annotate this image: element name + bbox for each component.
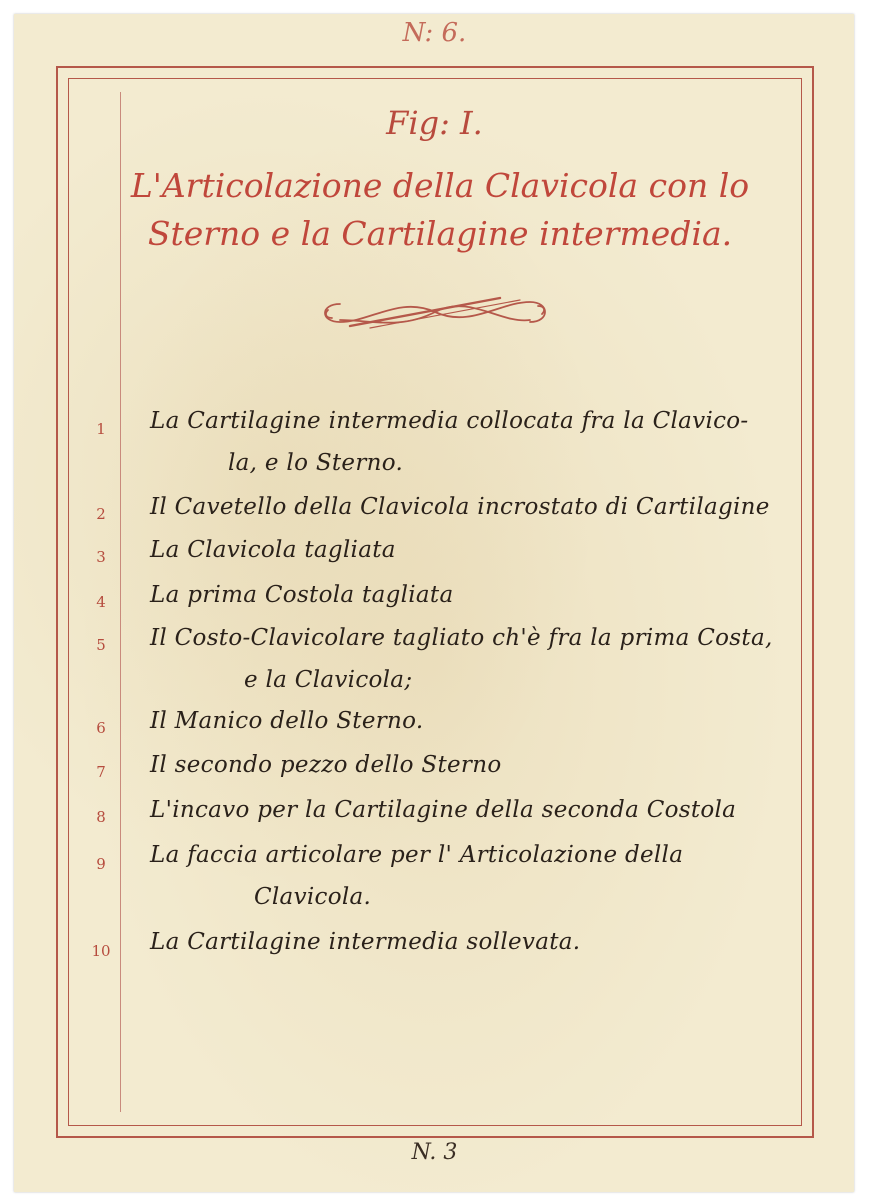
item-number: 7 [96, 763, 106, 781]
item-continuation: la, e lo Sterno. [228, 450, 404, 476]
item-number: 2 [96, 505, 106, 523]
item-number: 4 [96, 593, 106, 611]
item-continuation: Clavicola. [254, 884, 372, 910]
item-number: 5 [96, 636, 106, 654]
item-continuation: e la Clavicola; [244, 667, 413, 693]
item-number: 1 [96, 420, 106, 438]
item-number: 9 [96, 855, 106, 873]
page-number-bottom: N. 3 [411, 1140, 458, 1165]
item-text: Il secondo pezzo dello Sterno [150, 752, 502, 778]
item-text: La Clavicola tagliata [150, 537, 396, 563]
item-text: La Cartilagine intermedia collocata fra la Clavico- [150, 408, 749, 434]
item-number: 8 [96, 808, 106, 826]
page-number-top: N: 6. [402, 18, 467, 48]
item-text: Il Cavetello della Clavicola incrostato di Cartilagine [150, 494, 770, 520]
item-number: 10 [91, 942, 111, 960]
item-number: 3 [96, 548, 106, 566]
subtitle-line-2: Sterno e la Cartilagine intermedia. [147, 214, 733, 253]
item-number: 6 [96, 719, 106, 737]
item-text: L'incavo per la Cartilagine della seconda Costola [150, 797, 737, 823]
item-text: Il Costo-Clavicolare tagliato ch'è fra la prima Costa, [150, 625, 773, 651]
item-text: Il Manico dello Sterno. [150, 708, 424, 734]
subtitle-line-1: L'Articolazione della Clavicola con lo [130, 166, 750, 205]
decorative-flourish [310, 284, 560, 340]
figure-title: Fig: I. [386, 104, 483, 142]
item-text: La prima Costola tagliata [150, 582, 454, 608]
item-text: La Cartilagine intermedia sollevata. [150, 929, 581, 955]
item-text: La faccia articolare per l' Articolazione della [150, 842, 684, 868]
